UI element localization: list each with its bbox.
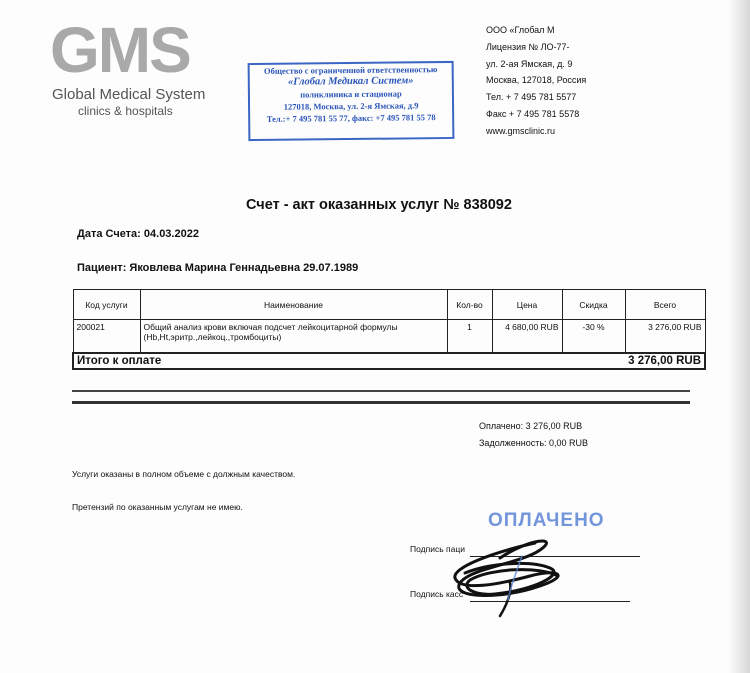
table-header-row (73, 290, 705, 320)
logo-company-name: Global Medical System (52, 86, 206, 103)
company-name: ООО «Глобал М (486, 25, 555, 35)
total-value: 3 276,00 RUB (628, 355, 701, 367)
claims-note: Претензий по оказанным услугам не имею. (72, 502, 243, 512)
paid-stamp: ОПЛАЧЕНО (488, 510, 605, 531)
company-license: Лицензия № ЛО-77- (486, 41, 570, 52)
header-discount: Скидка (562, 290, 625, 320)
debt-amount: Задолженность: 0,00 RUB (479, 438, 589, 448)
logo-subtitle: clinics & hospitals (78, 104, 173, 118)
patient-info: Пациент: Яковлева Марина Геннадьевна 29.07.1989 (77, 262, 359, 274)
header-total: Всего (625, 290, 705, 320)
row-qty: 1 (447, 320, 492, 354)
company-info (486, 22, 586, 140)
services-note: Услуги оказаны в полном объеме с должным качеством. (72, 469, 296, 479)
company-phone: Тел. + 7 495 781 5577 (486, 92, 577, 103)
services-table (72, 289, 706, 370)
paid-amount: Оплачено: 3 276,00 RUB (479, 421, 583, 431)
company-city: Москва, 127018, Россия (486, 75, 587, 86)
document-title: Счет - акт оказанных услуг № 838092 (246, 197, 512, 213)
row-name: Общий анализ крови включая подсчет лейкоцитарной формулы (Hb,Ht,эритр.,лейкоц.,тромбоциты) (140, 320, 447, 354)
header-price: Цена (492, 290, 562, 320)
cashier-signature-label: Подпись касс (410, 589, 464, 599)
company-street: ул. 2-ая Ямская, д. 9 (486, 58, 573, 69)
row-total: 3 276,00 RUB (625, 320, 705, 354)
row-price: 4 680,00 RUB (492, 320, 562, 354)
stamp-line: поликлиника и стационар (300, 88, 402, 100)
table-total-row (73, 353, 705, 369)
company-stamp (248, 61, 455, 141)
page-edge-shadow (728, 0, 750, 673)
invoice-date: Дата Счета: 04.03.2022 (77, 228, 199, 240)
handwritten-signature (440, 528, 580, 623)
total-label: Итого к оплате (77, 355, 162, 367)
patient-signature-label: Подпись паци (410, 544, 465, 554)
divider-line (72, 401, 690, 404)
stamp-line: Общество с ограниченной ответственностью (263, 64, 438, 76)
company-website: www.gmsclinic.ru (486, 125, 556, 136)
stamp-line: 127018, Москва, ул. 2-я Ямская, д.9 (283, 100, 419, 112)
table-row (73, 320, 705, 354)
payment-summary (479, 418, 588, 452)
header-code: Код услуги (73, 290, 140, 320)
company-fax: Факс + 7 495 781 5578 (486, 108, 580, 119)
row-discount: -30 % (562, 320, 625, 354)
total-cell (73, 353, 705, 369)
header-qty: Кол-во (447, 290, 492, 320)
row-code: 200021 (73, 320, 140, 354)
divider-line (72, 390, 690, 392)
header-name: Наименование (140, 290, 447, 320)
stamp-line: Тел.:+ 7 495 781 55 77, факс: +7 495 781 55 78 (266, 112, 436, 124)
gms-logo: GMS (50, 14, 190, 86)
stamp-line: «Глобал Медикал Систем» (287, 75, 414, 88)
